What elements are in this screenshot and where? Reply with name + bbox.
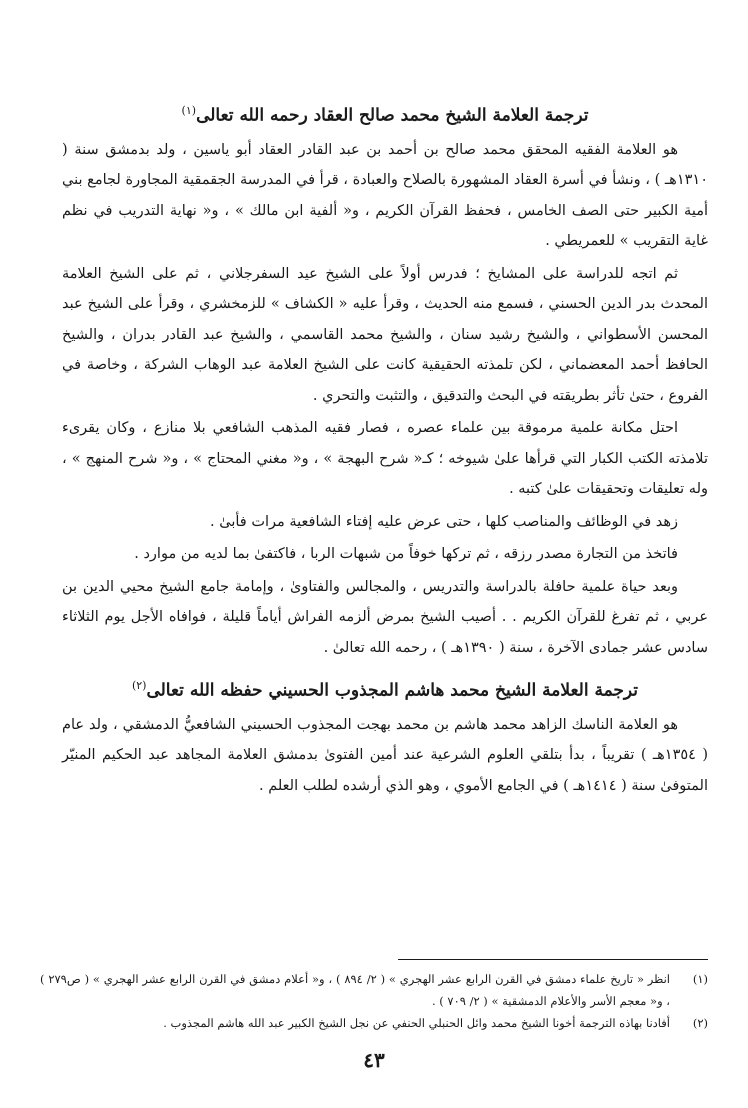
section1-heading xyxy=(62,96,708,131)
section1-paragraph-4: زهد في الوظائف والمناصب كلها ، حتى عرض عليه إفتاء الشافعية مرات فأبىٰ . xyxy=(210,513,678,530)
section2-heading xyxy=(62,671,708,706)
footnote-number: (٢) xyxy=(692,1016,708,1030)
section1-paragraph-2: ثم اتجه للدراسة على المشايخ ؛ فدرس أولاً على الشيخ عيد السفرجلاني ، ثم على الشيخ العلامة المحدث بدر الدين الحسني ، فسمع منه الحديث ، وقرأ عليه « الكشاف » للزمخشري ، وقرأ على الشيخ عبد المحسن الأسطواني ، والشيخ رشيد سنان ، والشيخ محمد القاسمي ، والشيخ عبد القادر بدران ، والشيخ الحافظ أحمد المعضماني ، لكن تلمذته الحقيقية كانت على الشيخ العلامة عبد الوهاب الشركة ، وخاصة في الفروع ، حتىٰ تأثر بطريقته في البحث والتدقيق ، والتثبت والتحري . xyxy=(62,265,708,404)
section2-heading-text: ترجمة العلامة الشيخ محمد هاشم المجذوب الحسيني حفظه الله تعالى xyxy=(146,680,639,701)
footnote-2 xyxy=(40,1012,708,1034)
footnote-text: انظر « تاريخ علماء دمشق في القرن الرابع عشر الهجري » ( ٢/ ٨٩٤ ) ، و« أعلام دمشق في القرن الرابع عشر الهجري » ( ص٢٧٩ ) ، و« معجم الأسر والأعلام الدمشقية » ( ٢/ ٧٠٩ ) . xyxy=(40,972,670,1008)
section1-paragraph-6: وبعد حياة علمية حافلة بالدراسة والتدريس ، والمجالس والفتاوىٰ ، وإمامة جامع الشيخ محيي الدين بن عربي ، ثم تفرغ للقرآن الكريم . . أصيب الشيخ بمرض ألزمه الفراش أياماً قليلة ، فوافاه الأجل يوم الثلاثاء سادس عشر جمادى الآخرة ، سنة ( ١٣٩٠هـ ) ، رحمه الله تعالىٰ . xyxy=(62,578,708,656)
footnote-1 xyxy=(40,968,708,1012)
footnotes xyxy=(40,968,708,1034)
section2-paragraph-1: هو العلامة الناسك الزاهد محمد هاشم بن محمد بهجت المجذوب الحسيني الشافعيُّ الدمشقي ، ولد عام ( ١٣٥٤هـ ) تقريباً ، بدأ بتلقي العلوم الشرعية عند أمين الفتوىٰ بدمشق العلامة المجاهد عبد الحكيم المنيّر المتوفىٰ سنة ( ١٤١٤هـ ) في الجامع الأموي ، وهو الذي أرشده لطلب العلم . xyxy=(62,716,708,794)
footnote-separator xyxy=(398,959,708,960)
footnote-ref-2[interactable]: (٢) xyxy=(131,679,147,693)
section1-paragraph-5: فاتخذ من التجارة مصدر رزقه ، ثم تركها خوفاً من شبهات الربا ، فاكتفىٰ بما لديه من موارد . xyxy=(134,546,678,563)
section1-heading-text: ترجمة العلامة الشيخ محمد صالح العقاد رحمه الله تعالى xyxy=(196,105,589,126)
main-text xyxy=(62,96,708,803)
section1-paragraph-3: احتل مكانة علمية مرموقة بين علماء عصره ، فصار فقيه المذهب الشافعي بلا منازع ، وكان يقرىء تلامذته الكتب الكبار التي قرأها علىٰ شيوخه ؛ كـ« شرح البهجة » ، و« مغني المحتاج » ، و« شرح المنهج » ، وله تعليقات وتحقيقات علىٰ كتبه . xyxy=(62,420,708,498)
footnote-number: (١) xyxy=(692,972,708,986)
section1-paragraph-1: هو العلامة الفقيه المحقق محمد صالح بن أحمد بن عبد القادر العقاد أبو ياسين ، ولد بدمشق سنة ( ١٣١٠هـ ) ، ونشأ في أسرة العقاد المشهورة بالصلاح والعبادة ، قرأ في المدرسة الجقمقية المجاورة لجامع بني أمية الكبير حتى الصف الخامس ، فحفظ القرآن الكريم ، و« ألفية ابن مالك » ، و« نهاية التدريب في نظم غاية التقريب » للعمريطي . xyxy=(62,141,708,250)
footnote-ref-1[interactable]: (١) xyxy=(181,104,197,117)
page-number: ٤٣ xyxy=(363,1048,385,1072)
footnote-text: أفادنا بهاذه الترجمة أخونا الشيخ محمد وائل الحنبلي الحنفي عن نجل الشيخ الكبير عبد الله هاشم المجذوب . xyxy=(163,1016,670,1030)
